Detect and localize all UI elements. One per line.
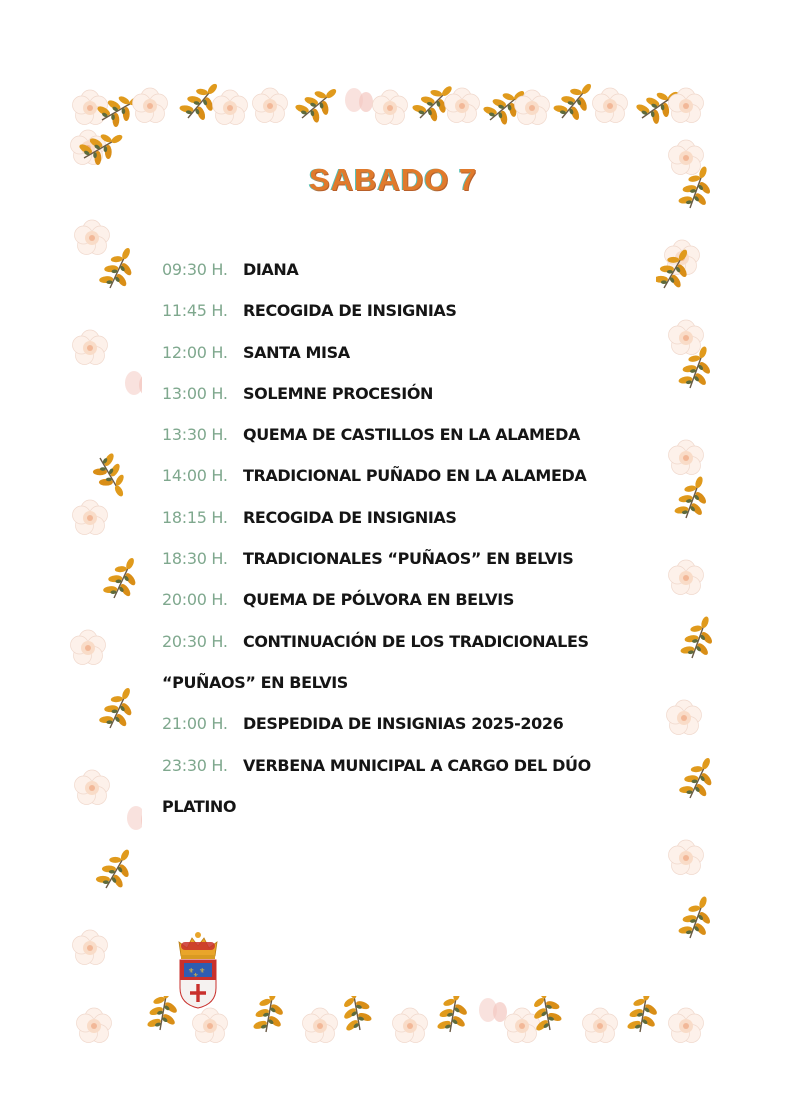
event-time: 23:30 H. [162,755,228,775]
schedule-row [162,754,632,795]
schedule-row [162,588,632,629]
floral-border-icon [656,138,716,998]
event-name: RECOGIDA DE INSIGNIAS [243,301,457,321]
program-page [70,78,716,1046]
svg-text:⚜: ⚜ [193,972,199,979]
event-name-continuation: “PUÑAOS” EN BELVIS [162,672,348,692]
event-name: TRADICIONAL PUÑADO EN LA ALAMEDA [243,466,587,486]
schedule-row [162,341,632,382]
event-name: VERBENA MUNICIPAL A CARGO DEL DÚO [243,755,591,775]
floral-border-right [656,138,716,998]
event-time: 14:00 H. [162,466,228,486]
event-time: 21:00 H. [162,714,228,734]
svg-text:⚜: ⚜ [188,967,195,975]
event-name: QUEMA DE CASTILLOS EN LA ALAMEDA [243,425,580,445]
event-name: QUEMA DE PÓLVORA EN BELVIS [243,590,514,610]
event-time: 09:30 H. [162,260,228,279]
schedule-row [162,258,632,299]
event-name: DESPEDIDA DE INSIGNIAS 2025-2026 [243,714,564,734]
event-time: 11:45 H. [162,301,228,321]
floral-border-top [70,78,716,128]
schedule-list [162,258,632,836]
event-time: 18:15 H. [162,507,228,527]
event-time: 12:00 H. [162,342,228,362]
coat-of-arms-icon [175,930,221,1010]
schedule-row [162,547,632,588]
floral-border-icon [70,78,716,128]
floral-border-icon [70,128,142,998]
schedule-row [162,630,632,671]
event-time: 13:30 H. [162,425,228,445]
event-time: 20:30 H. [162,631,228,651]
schedule-row [162,382,632,423]
event-name: DIANA [243,260,299,279]
event-time: 18:30 H. [162,549,228,569]
event-time: 20:00 H. [162,590,228,610]
svg-text:⚜: ⚜ [199,967,206,975]
event-name: TRADICIONALES “PUÑAOS” EN BELVIS [243,549,574,569]
page-title: SABADO 7 [308,162,478,197]
floral-border-bottom [70,996,716,1046]
schedule-row-continuation [162,795,632,836]
event-name-continuation: PLATINO [162,796,237,816]
event-name: SOLEMNE PROCESIÓN [243,383,434,403]
schedule-row [162,464,632,505]
floral-border-icon [70,996,716,1046]
schedule-row [162,423,632,464]
schedule-row-continuation [162,671,632,712]
schedule-row [162,506,632,547]
schedule-row [162,712,632,753]
floral-border-left [70,128,142,998]
schedule-row [162,299,632,340]
event-name: SANTA MISA [243,342,350,362]
event-name: CONTINUACIÓN DE LOS TRADICIONALES [243,631,589,651]
event-time: 13:00 H. [162,383,228,403]
event-name: RECOGIDA DE INSIGNIAS [243,507,457,527]
